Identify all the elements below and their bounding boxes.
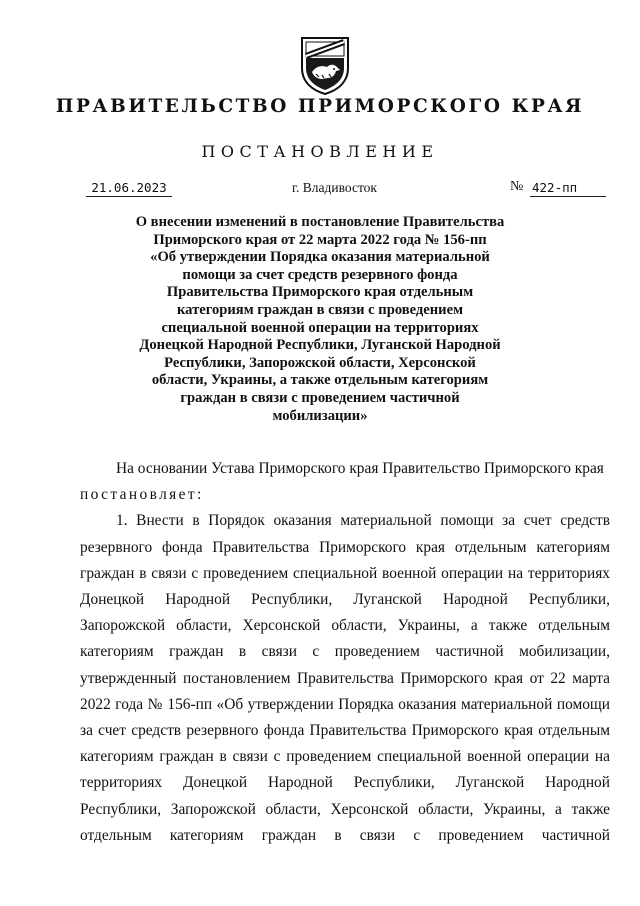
heading-line: Правительства Приморского края отдельным [166,284,474,301]
item-line: резервного фонда Правительства Приморского края отдельным категориям [80,538,610,556]
heading-line: Республики, Запорожской области, Херсонской [164,354,476,371]
item-line: категориям граждан в связи с проведением специальной военной операции на [80,748,610,766]
heading-line: граждан в связи с проведением частичной [180,389,460,406]
document-place: г. Владивосток [292,180,377,195]
document-date: 21.06.2023 [86,180,172,197]
government-title: ПРАВИТЕЛЬСТВО ПРИМОРСКОГО КРАЯ [55,96,585,117]
heading-line: помощи за счет средств резервного фонда [182,266,458,283]
item-line: утвержденный постановлением Правительства Приморского края от 22 марта [80,669,610,687]
coat-of-arms-icon [296,34,354,96]
item-line: территориях Донецкой Народной Республики, Луганской Народной [80,774,610,792]
item-line: 1. Внести в Порядок оказания материальной помощи за счет средств [116,512,610,530]
preamble-line: На основании Устава Приморского края Правительство Приморского края [116,460,604,477]
item-line: отдельным категориям граждан в связи с проведением частичной [80,826,610,844]
document-number: 422-пп [530,180,606,197]
item-line: за счет средств резервного фонда Правительства Приморского края отдельным [80,722,610,740]
document-heading [120,214,520,425]
number-sign: № [510,179,524,194]
resolution-word: постановляет: [80,486,204,504]
item-line: Республики, Запорожской области, Херсонской области, Украины, а также [80,800,610,818]
item-line: Запорожской области, Херсонской области, Украины, а также отдельным [80,617,610,635]
item-line: граждан в связи с проведением специальной военной операции на территориях [80,564,610,582]
heading-line: О внесении изменений в постановление Правительства [135,214,505,230]
document-body [80,456,610,849]
document-type: ПОСТАНОВЛЕНИЕ [201,142,439,161]
heading-line: Приморского края от 22 марта 2022 года № 156-пп [153,231,487,248]
heading-line: мобилизации» [272,407,368,424]
heading-line: категориям граждан в связи с проведением [176,301,464,318]
heading-line: «Об утверждении Порядка оказания материальной [150,249,490,266]
heading-line: Донецкой Народной Республики, Луганской Народной [139,337,501,354]
heading-line: специальной военной операции на территориях [161,319,479,336]
item-line: Донецкой Народной Республики, Луганской Народной Республики, [80,591,610,609]
item-line: категориям граждан в связи с проведением частичной мобилизации, [80,643,610,661]
item-line: 2022 года № 156-пп «Об утверждении Порядка оказания материальной помощи [80,695,610,713]
heading-line: области, Украины, а также отдельным категориям [151,372,489,389]
